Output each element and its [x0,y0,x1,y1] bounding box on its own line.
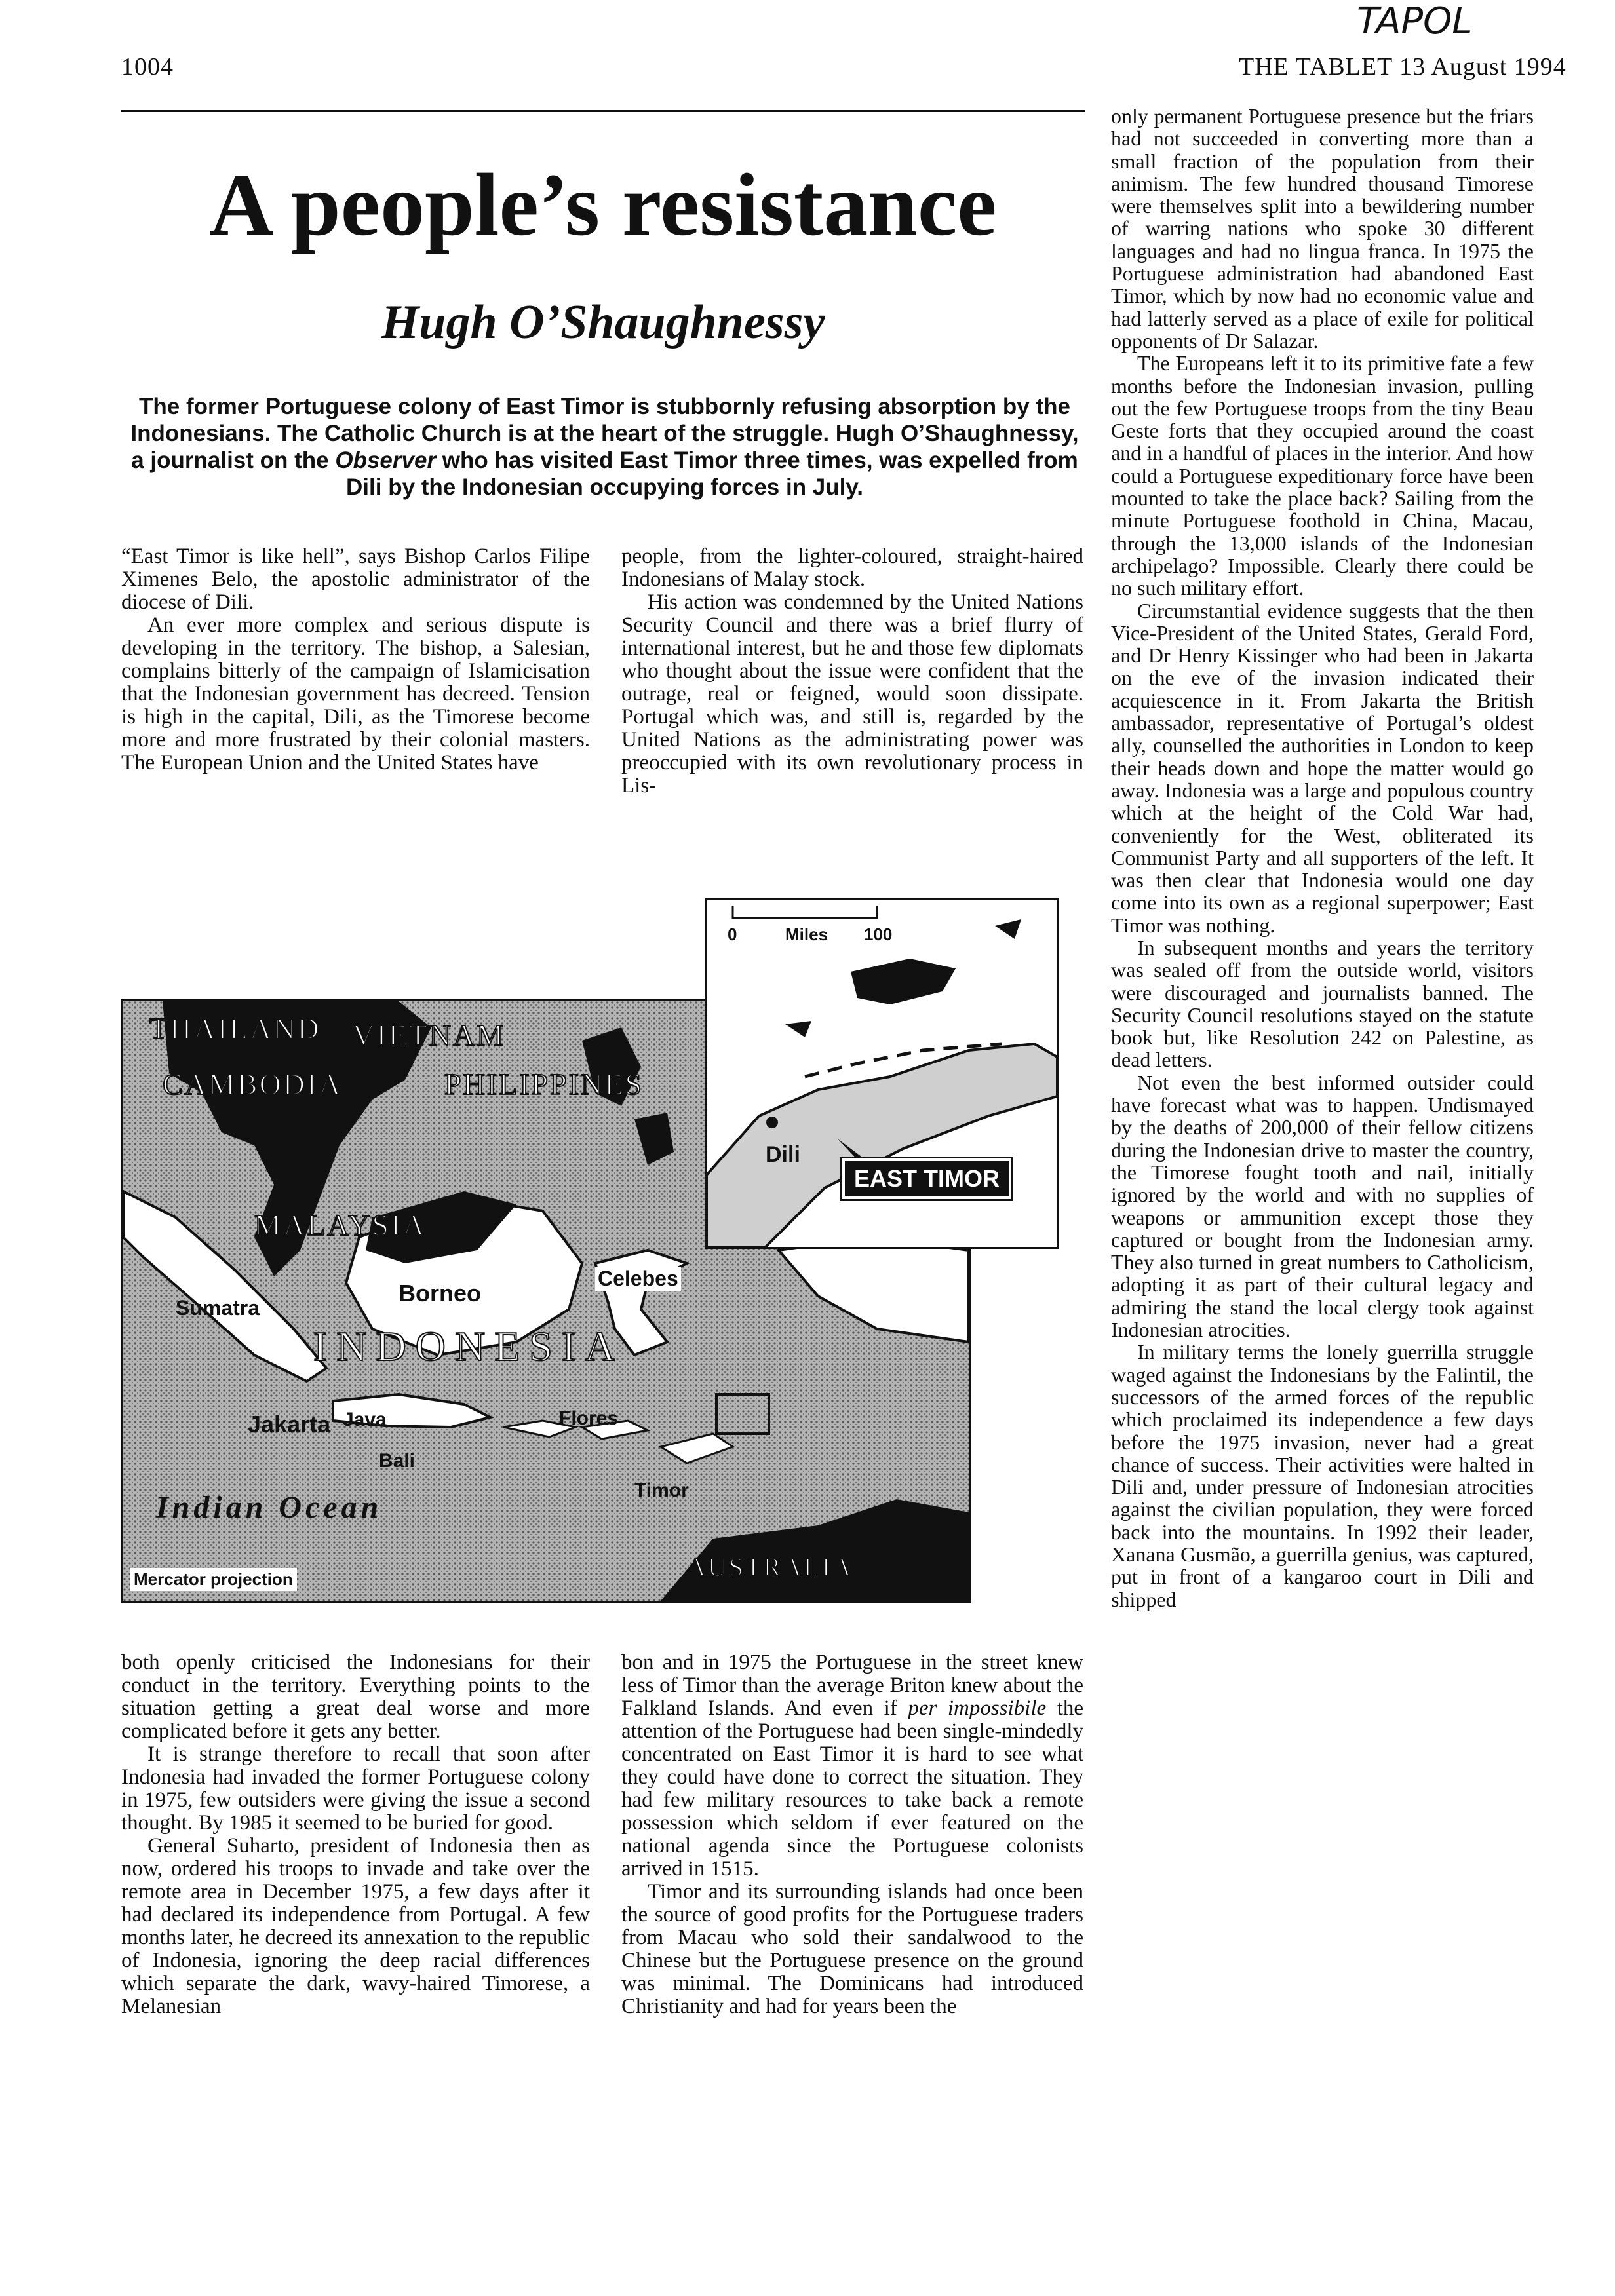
column-2-bottom [621,1651,1083,2018]
paragraph: Circumstantial evidence suggests that the then Vice-President of the United States, Gerald Ford, and Dr Henry Kissinger who had been in Jakarta on the eve of the invasion indicated their acquiescence in it. From Jakarta the British ambassador, representative of Portugal’s oldest ally, counselled the authorities in London to keep their heads down and hope the matter would go away. Indonesia was a large and populous country which at the height of the Cold War had, conveniently for the West, obliterated its Communist Party and all supporters of the left. It was then clear that Indonesia would one day come into its own as a regional superpower; East Timor was nothing. [1111,598,1534,937]
map-label-flores: Flores [559,1407,619,1429]
map-label-timor: Timor [634,1480,689,1501]
handwritten-note: TAPOL [1357,0,1473,43]
map-label-thailand: THAILAND [149,1012,321,1045]
paragraph: Not even the best informed outsider could have forecast what was to happen. Undismayed by the deaths of 200,000 of their fellow citizens during the Indonesian drive to master the country, the Timorese fought tooth and nail, initially ignored by the world and with no supplies of weapons or ammunition except those they captured or bought from the Indonesian army. They also turned in great numbers to Catholicism, adopting it as part of their cultural legacy and admiring the stand the local clergy took against Indonesian atrocities. [1111,1070,1534,1342]
map-label-sumatra: Sumatra [176,1296,260,1320]
paragraph: The Europeans left it to its primitive fate a few months before the Indonesian invasion, pulling out the few Portuguese troops from the tiny Beau Geste forts that they occupied around the coast and in a handful of places in the interior. And how could a Portuguese expeditionary force have been mounted to take the place back? Sailing from the minute Portuguese foothold in China, Macau, through the 13,000 islands of the Indonesian archipelago? Impossible. Clearly there could be no such military effort. [1111,351,1534,600]
paragraph: people, from the lighter-coloured, straight-haired Indonesians of Malay stock. [621,545,1083,591]
map-label-cambodia: CAMBODIA [163,1067,343,1101]
header-rule [121,110,1085,112]
standfirst-publication: Observer [335,448,437,473]
column-3 [1111,105,1534,1611]
map-label-indian-ocean: Indian Ocean [156,1490,383,1525]
standfirst [121,393,1088,501]
map-label-projection: Mercator projection [130,1568,297,1591]
paragraph: It is strange therefore to recall that soon after Indonesia had invaded the former Portuguese colony in 1975, few outsiders were giving the issue a second thought. By 1985 it seemed to be buried for good. [121,1742,590,1835]
map-label-java: Java [343,1409,387,1430]
paragraph: “East Timor is like hell”, says Bishop Carlos Filipe Ximenes Belo, the apostolic administrator of the diocese of Dili. [121,545,590,614]
paragraph: In subsequent months and years the territory was sealed off from the outside world, visitors were discouraged and journalists banned. The Security Council resolutions stayed on the statute book but, like Resolution 242 on Palestine, as dead letters. [1111,935,1534,1072]
map-label-malaysia: MALAYSIA [254,1208,427,1242]
paragraph [621,1651,1083,1881]
masthead: THE TABLET 13 August 1994 [1239,53,1566,81]
map-label-celebes: Celebes [595,1267,681,1291]
paragraph: His action was condemned by the United Nations Security Council and there was a brief flurry of international interest, but he and those few diplomats who thought about the issue were confident that the outrage, real or feigned, would soon dissipate. Portugal which was, and still is, regarded by the United Nations as the administrating power was preoccupied with its own revolutionary process in Lis- [621,590,1083,797]
headline: A people’s resistance [209,156,997,254]
standfirst-part2: who has visited East Timor three times, was expelled from Dili by the Indonesian occupying forces in July. [346,448,1078,500]
map-label-east-timor: EAST TIMOR [842,1158,1011,1199]
inset-scale-start: 0 [728,925,737,944]
map-label-jakarta: Jakarta [248,1411,331,1438]
map-label-indonesia: INDONESIA [313,1323,625,1369]
latin-phrase: per impossibile [908,1696,1047,1720]
column-1-top [121,545,590,775]
byline: Hugh O’Shaughnessy [381,296,825,349]
map-label-australia: AUSTRALIA [687,1552,853,1582]
inset-scale-unit: Miles [785,925,828,944]
map-label-philippines: PHILIPPINES [444,1067,644,1101]
inset-label-dili: Dili [766,1142,800,1167]
inset-scale-end: 100 [864,925,893,944]
column-1-bottom [121,1651,590,2018]
standfirst-part1: The former Portuguese colony of East Timor is stubbornly refusing absorption by the Indonesians. The Catholic Church is at the heart of the struggle. Hugh O’Shaughnessy, a journalist on the [130,394,1079,473]
page-number: 1004 [121,53,174,81]
paragraph: In military terms the lonely guerrilla struggle waged against the Indonesians by the Falintil, the successors of the armed forces of the republic which proclaimed its independence a few days before the 1975 invasion, never had a great chance of success. Their activities were halted in Dili and, under pressure of Indonesian atrocities against the civilian population, they were forced back into the mountains. In 1992 their leader, Xanana Gusmão, a guerrilla genius, was captured, put in front of a kangaroo court in Dili and shipped [1111,1340,1534,1611]
text-run: bon and in 1975 the Portuguese in the street knew less of Timor than the average Briton knew about the Falkland Islands. And even if [621,1651,1083,1720]
paragraph: An ever more complex and serious dispute is developing in the territory. The bishop, a Salesian, complains bitterly of the campaign of Islamicisation that the Indonesian government has decreed. Tension is high in the capital, Dili, as the Timorese become more and more frustrated by their colonial masters. The European Union and the United States have [121,613,590,775]
paragraph: only permanent Portuguese presence but the friars had not succeeded in converting more than a small fraction of the population from their animism. The few hundred thousand Timorese were themselves split into a bewildering number of warring nations who spoke 30 different languages and had no lingua franca. In 1975 the Portuguese administration had abandoned East Timor, which by now had no economic value and had latterly served as a place of exile for political opponents of Dr Salazar. [1111,104,1534,353]
paragraph: Timor and its surrounding islands had once been the source of good profits for the Portuguese traders from Macau who sold their sandalwood to the Chinese but the Portuguese presence on the ground was minimal. The Dominicans had introduced Christianity and had for years been the [621,1880,1083,2018]
text-run: the attention of the Portuguese had been single-mindedly concentrated on East Timor it is hard to see what they could have done to correct the situation. They had few military resources to take back a remote possession which seldom if ever featured on the national agenda since the Portuguese colonists arrived in 1515. [621,1696,1084,1881]
map-label-borneo: Borneo [399,1280,481,1307]
paragraph: both openly criticised the Indonesians for their conduct in the territory. Everything points to the situation getting a great deal worse and more complicated before it gets any better. [121,1651,590,1743]
map-label-bali: Bali [379,1450,416,1472]
column-2-top [621,545,1083,797]
map-label-vietnam: VIETNAM [353,1018,506,1052]
paragraph: General Suharto, president of Indonesia then as now, ordered his troops to invade and take over the remote area in December 1975, a few days after it had declared its independence from Portugal. A few months later, he decreed its annexation to the republic of Indonesia, ignoring the deep racial differences which separate the dark, wavy-haired Timorese, a Melanesian [121,1834,590,2018]
